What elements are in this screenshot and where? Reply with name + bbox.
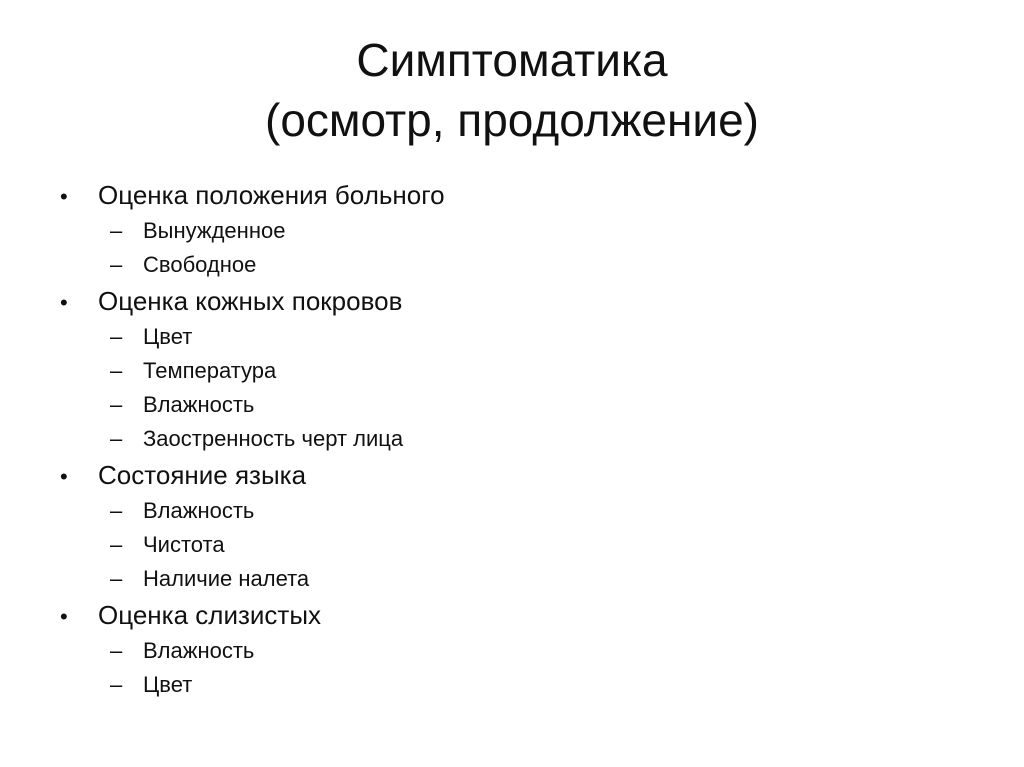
sub-list-item-label: Заостренность черт лица xyxy=(143,426,404,451)
sub-list-item xyxy=(60,634,960,668)
dash-icon: – xyxy=(110,218,123,243)
sub-list-item-label: Температура xyxy=(143,358,277,383)
bullet-list xyxy=(60,178,960,702)
list-item-label: Оценка положения больного xyxy=(98,180,445,210)
sub-list-item-label: Чистота xyxy=(143,532,225,557)
list-item xyxy=(60,284,960,320)
sub-list-item xyxy=(60,388,960,422)
list-item-label: Оценка слизистых xyxy=(98,600,322,630)
list-item xyxy=(60,458,960,494)
sub-list-item-label: Цвет xyxy=(143,672,193,697)
sub-list-item-label: Влажность xyxy=(143,392,255,417)
dash-icon: – xyxy=(110,324,123,349)
bullet-icon: • xyxy=(60,464,68,489)
dash-icon: – xyxy=(110,252,123,277)
list-item xyxy=(60,598,960,634)
sub-list-item-label: Цвет xyxy=(143,324,193,349)
sub-list-item xyxy=(60,320,960,354)
slide-title xyxy=(0,30,1024,150)
sub-list-item xyxy=(60,422,960,456)
list-item-label: Состояние языка xyxy=(98,460,307,490)
sub-list-item xyxy=(60,562,960,596)
bullet-icon: • xyxy=(60,290,68,315)
dash-icon: – xyxy=(110,638,123,663)
sub-list-item-label: Наличие налета xyxy=(143,566,310,591)
sub-list-item xyxy=(60,494,960,528)
dash-icon: – xyxy=(110,532,123,557)
sub-list-item xyxy=(60,214,960,248)
sub-list-item-label: Влажность xyxy=(143,498,255,523)
dash-icon: – xyxy=(110,358,123,383)
bullet-icon: • xyxy=(60,184,68,209)
sub-list-item xyxy=(60,668,960,702)
sub-list-item xyxy=(60,248,960,282)
sub-list-item-label: Свободное xyxy=(143,252,257,277)
dash-icon: – xyxy=(110,426,123,451)
list-item xyxy=(60,178,960,214)
sub-list-item-label: Влажность xyxy=(143,638,255,663)
dash-icon: – xyxy=(110,498,123,523)
dash-icon: – xyxy=(110,672,123,697)
dash-icon: – xyxy=(110,392,123,417)
bullet-icon: • xyxy=(60,604,68,629)
sub-list-item xyxy=(60,528,960,562)
title-line-1: Симптоматика xyxy=(356,34,668,86)
list-item-label: Оценка кожных покровов xyxy=(98,286,403,316)
dash-icon: – xyxy=(110,566,123,591)
sub-list-item xyxy=(60,354,960,388)
title-line-2: (осмотр, продолжение) xyxy=(265,94,759,146)
sub-list-item-label: Вынужденное xyxy=(143,218,286,243)
